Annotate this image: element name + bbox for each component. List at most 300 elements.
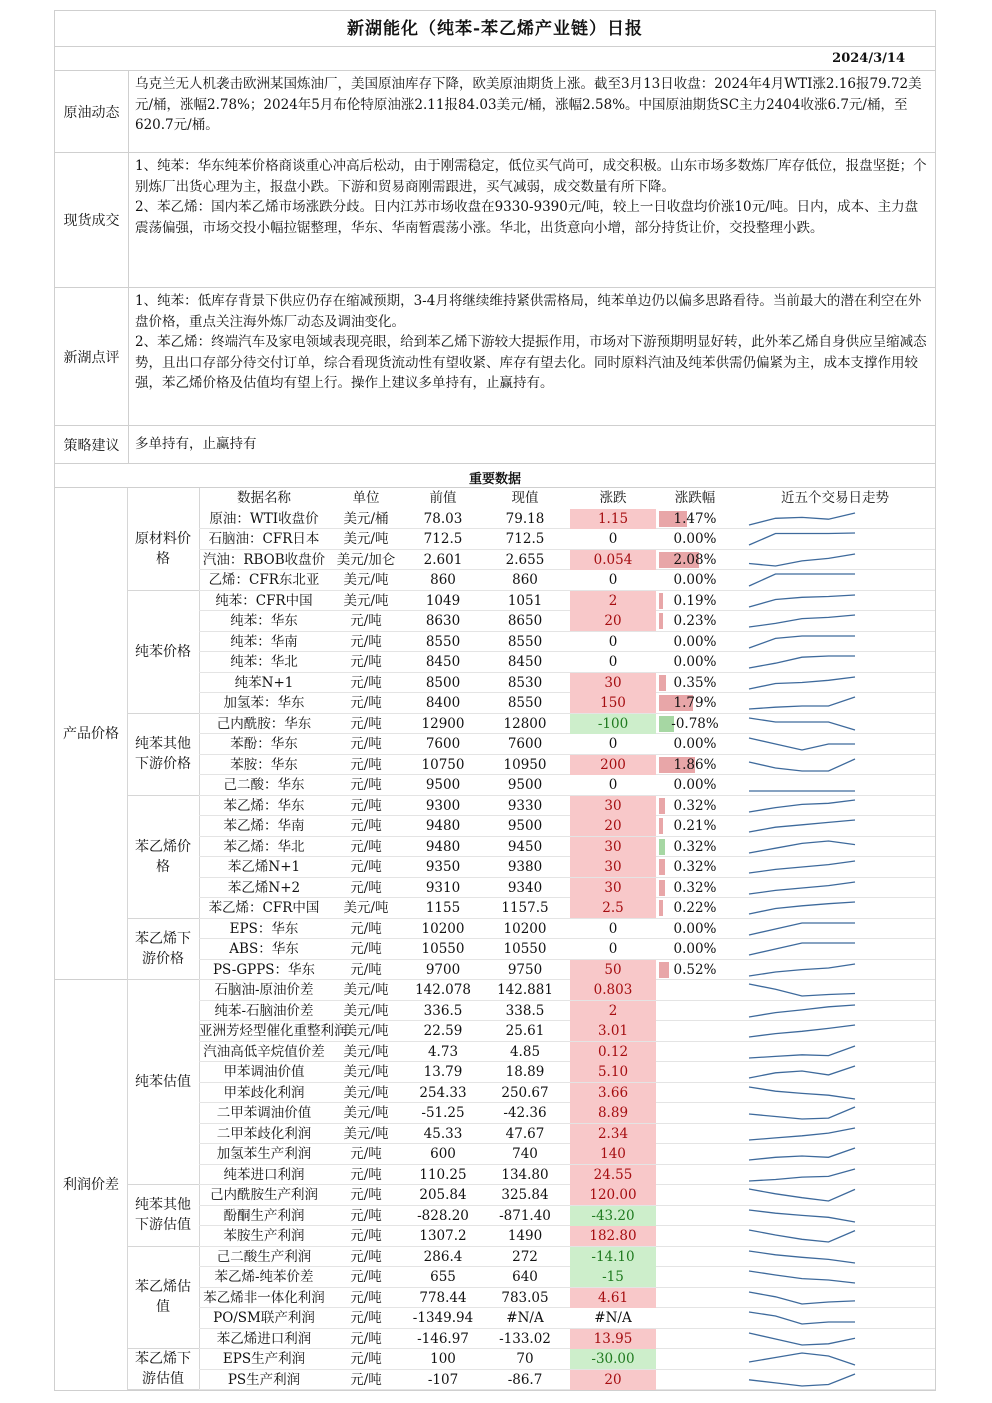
row-unit-cell: 美元/吨 xyxy=(343,1064,389,1080)
table-row xyxy=(199,878,935,899)
trend-sparkline xyxy=(747,859,857,875)
trend-sparkline xyxy=(747,1023,857,1039)
row-current-value: 70 xyxy=(516,1351,534,1367)
row-name-cell: 纯苯：华东 xyxy=(230,613,298,629)
sparkline-series xyxy=(749,677,855,689)
row-group-label: 苯乙烯下游估值 xyxy=(127,1349,199,1390)
sparkline-series xyxy=(749,1128,855,1140)
row-name-cell: 加氢苯：华东 xyxy=(223,695,305,711)
table-row xyxy=(199,837,935,858)
row-prev-value: 45.33 xyxy=(423,1125,463,1142)
row-prev-value: 2.601 xyxy=(423,551,463,568)
row-prev-value: 205.84 xyxy=(419,1187,467,1203)
row-change-value: 150 xyxy=(570,693,656,713)
row-change-value: 0 xyxy=(608,572,618,588)
row-current-value: 134.80 xyxy=(501,1166,549,1183)
row-unit-cell: 元/吨 xyxy=(350,777,382,793)
row-change-value: 2.34 xyxy=(570,1124,656,1144)
row-unit-cell: 元/吨 xyxy=(350,1330,382,1347)
row-current-value: 8550 xyxy=(507,633,543,650)
sparkline-series xyxy=(749,964,855,976)
data-table xyxy=(55,488,935,1390)
trend-sparkline xyxy=(747,880,857,896)
table-row xyxy=(199,1247,935,1268)
table-row xyxy=(199,1349,935,1370)
row-name-cell: 苯乙烯N+2 xyxy=(227,879,301,896)
sparkline-series xyxy=(749,533,855,545)
row-change-value: 4.61 xyxy=(570,1288,656,1308)
row-change-pct: 0.35% xyxy=(673,674,717,691)
sparkline-series xyxy=(749,1148,855,1160)
row-change-value: 0 xyxy=(608,633,618,650)
row-name-cell: 石脑油-原油价差 xyxy=(214,982,314,998)
table-row xyxy=(199,550,935,571)
row-prev-value: 9500 xyxy=(425,777,461,793)
row-name-cell: 苯乙烯：CFR中国 xyxy=(208,900,320,916)
row-current-value: -133.02 xyxy=(499,1330,551,1347)
trend-sparkline xyxy=(747,818,857,834)
row-unit-cell: 美元/吨 xyxy=(343,982,389,998)
row-change-pct: 0.21% xyxy=(673,818,717,834)
row-prev-value: 9350 xyxy=(425,859,461,875)
table-row xyxy=(199,632,935,653)
category-product-price: 产品价格 xyxy=(55,488,127,980)
table-row xyxy=(199,1329,935,1350)
row-prev-value: 110.25 xyxy=(419,1166,467,1183)
row-unit-cell: 元/吨 xyxy=(350,1269,382,1285)
sparkline-series xyxy=(749,1210,855,1222)
section-paragraph: 多单持有，止赢持有 xyxy=(135,436,257,453)
sparkline-series xyxy=(749,902,855,914)
section-paragraph: 1、纯苯：低库存背景下供应仍存在缩减预期，3-4月将继续维持紧供需格局，纯苯单边仍以偏多思路看待。当前最大的潜在利空在外盘价格，重点关注海外炼厂动态及调油变化。 xyxy=(135,293,922,330)
trend-sparkline xyxy=(747,798,857,814)
row-change-value: -100 xyxy=(570,714,656,734)
row-unit-cell: 美元/加仑 xyxy=(336,551,396,568)
row-change-value: 0 xyxy=(608,777,618,793)
trend-sparkline xyxy=(747,777,857,793)
row-change-pct: 0.00% xyxy=(673,654,717,670)
row-prev-value: 600 xyxy=(430,1146,456,1162)
table-row xyxy=(199,755,935,776)
row-name-cell: 汽油：RBOB收盘价 xyxy=(202,551,326,568)
trend-sparkline xyxy=(747,982,857,998)
row-change-value: 24.55 xyxy=(570,1165,656,1185)
spot-trade-section xyxy=(55,153,935,288)
sparkline-series xyxy=(749,574,855,586)
row-change-pct: -0.78% xyxy=(671,715,719,732)
row-change-value: -43.20 xyxy=(570,1206,656,1226)
trend-sparkline xyxy=(747,634,857,650)
row-name-cell: 石脑油：CFR日本 xyxy=(208,531,320,547)
row-unit-cell: 元/吨 xyxy=(350,1310,382,1326)
sparkline-series xyxy=(749,1292,855,1304)
sparkline-series xyxy=(749,800,855,812)
row-current-value: 250.67 xyxy=(501,1084,549,1101)
row-change-pct: 2.08% xyxy=(673,551,717,568)
row-current-value: 7600 xyxy=(507,736,543,752)
row-name-cell: 纯苯：CFR中国 xyxy=(215,592,313,609)
row-change-value: 20 xyxy=(570,1370,656,1390)
row-current-value: 860 xyxy=(512,572,538,588)
row-current-value: 10200 xyxy=(503,920,547,937)
row-change-value: 0 xyxy=(608,920,618,937)
trend-sparkline xyxy=(747,1085,857,1101)
table-row xyxy=(199,1267,935,1288)
row-prev-value: 7600 xyxy=(425,736,461,752)
row-change-value: -30.00 xyxy=(570,1349,656,1369)
trend-sparkline xyxy=(747,675,857,691)
row-unit-cell: 元/吨 xyxy=(350,1207,382,1224)
row-name-cell: 己内酰胺：华东 xyxy=(216,715,312,732)
section-label: 新湖点评 xyxy=(55,288,129,425)
row-current-value: 9450 xyxy=(507,838,543,855)
sparkline-series xyxy=(749,882,855,894)
row-prev-value: 4.73 xyxy=(427,1043,459,1060)
table-row xyxy=(199,1021,935,1042)
row-name-cell: 苯胺：华东 xyxy=(230,756,298,773)
row-name-cell: 乙烯：CFR东北亚 xyxy=(208,572,320,588)
row-change-value: 3.66 xyxy=(570,1083,656,1103)
row-prev-value: 655 xyxy=(430,1269,456,1285)
row-prev-value: 9310 xyxy=(425,879,461,896)
sparkline-series xyxy=(749,943,855,955)
sparkline-series xyxy=(749,636,855,648)
sparkline-series xyxy=(749,820,855,832)
row-name-cell: 纯苯进口利润 xyxy=(223,1166,305,1183)
row-change-pct: 1.47% xyxy=(673,510,717,527)
table-row xyxy=(199,1083,935,1104)
sparkline-series xyxy=(749,1333,855,1345)
trend-sparkline xyxy=(747,613,857,629)
row-change-value: 20 xyxy=(570,816,656,836)
row-prev-value: -146.97 xyxy=(417,1330,469,1347)
row-change-value: 30 xyxy=(570,878,656,898)
table-row xyxy=(199,673,935,694)
data-table-header: 重要数据 xyxy=(55,464,935,488)
row-current-value: 79.18 xyxy=(505,510,545,527)
table-row xyxy=(199,1185,935,1206)
sparkline-series xyxy=(749,595,855,607)
row-group-label: 苯乙烯价格 xyxy=(127,796,199,919)
sparkline-series xyxy=(749,1312,855,1324)
row-name-cell: EPS：华东 xyxy=(229,920,299,937)
row-prev-value: 712.5 xyxy=(423,531,463,547)
row-name-cell: 酚酮生产利润 xyxy=(223,1207,305,1224)
row-current-value: -86.7 xyxy=(507,1371,543,1388)
row-unit-cell: 元/吨 xyxy=(350,633,382,650)
row-current-value: 325.84 xyxy=(501,1187,549,1203)
table-row xyxy=(199,1308,935,1329)
row-change-pct: 0.32% xyxy=(673,838,717,855)
table-row xyxy=(199,1144,935,1165)
trend-sparkline xyxy=(747,757,857,773)
row-change-value: 120.00 xyxy=(570,1185,656,1205)
row-unit-cell: 元/吨 xyxy=(350,1371,382,1388)
row-prev-value: 1049 xyxy=(425,592,461,609)
row-change-value: #N/A xyxy=(594,1310,632,1326)
row-name-cell: 苯胺生产利润 xyxy=(223,1228,305,1244)
sparkline-series xyxy=(749,697,855,709)
trend-sparkline xyxy=(747,1331,857,1347)
row-unit-cell: 元/吨 xyxy=(350,1228,382,1244)
row-prev-value: 22.59 xyxy=(423,1023,463,1039)
row-unit-cell: 美元/吨 xyxy=(343,1084,389,1101)
row-change-value: 50 xyxy=(570,960,656,980)
row-unit-cell: 元/吨 xyxy=(350,838,382,855)
row-unit-cell: 美元/吨 xyxy=(343,900,389,916)
row-name-cell: 苯酚：华东 xyxy=(230,736,298,752)
trend-sparkline xyxy=(747,1126,857,1142)
row-name-cell: PO/SM联产利润 xyxy=(213,1310,315,1326)
report-date: 2024/3/14 xyxy=(55,47,935,71)
row-change-value: 1.15 xyxy=(570,509,656,529)
row-change-pct: 1.79% xyxy=(673,695,717,711)
row-current-value: 1157.5 xyxy=(501,900,549,916)
row-current-value: 18.89 xyxy=(505,1064,545,1080)
column-header: 单位 xyxy=(352,490,380,506)
trend-sparkline xyxy=(747,962,857,978)
trend-sparkline xyxy=(747,1187,857,1203)
table-row xyxy=(199,1124,935,1145)
sparkline-series xyxy=(749,1066,855,1078)
row-name-cell: 原油：WTI收盘价 xyxy=(209,510,319,527)
row-unit-cell: 元/吨 xyxy=(350,613,382,629)
row-prev-value: 8450 xyxy=(425,654,461,670)
section-body xyxy=(129,288,935,425)
row-current-value: 9750 xyxy=(507,961,543,978)
trend-sparkline xyxy=(747,572,857,588)
row-name-cell: PS-GPPS：华东 xyxy=(212,961,316,978)
sparkline-series xyxy=(749,841,855,853)
row-group-label: 纯苯其他下游价格 xyxy=(127,714,199,796)
row-change-pct: 0.32% xyxy=(673,859,717,875)
report-title: 新湖能化（纯苯-苯乙烯产业链）日报 xyxy=(55,11,935,47)
trend-sparkline xyxy=(747,1003,857,1019)
row-current-value: 9330 xyxy=(507,797,543,814)
trend-sparkline xyxy=(747,654,857,670)
trend-sparkline xyxy=(747,736,857,752)
row-unit-cell: 元/吨 xyxy=(350,736,382,752)
row-current-value: 8550 xyxy=(507,695,543,711)
row-name-cell: 苯乙烯：华东 xyxy=(223,797,305,814)
row-name-cell: 苯乙烯-纯苯价差 xyxy=(214,1269,314,1285)
table-row xyxy=(199,1042,935,1063)
row-name-cell: 己二酸生产利润 xyxy=(216,1248,312,1265)
row-prev-value: 1155 xyxy=(425,900,461,916)
row-name-cell: 加氢苯生产利润 xyxy=(216,1146,312,1162)
row-change-pct: 0.32% xyxy=(673,879,717,896)
row-prev-value: 9480 xyxy=(425,818,461,834)
trend-sparkline xyxy=(747,1249,857,1265)
trend-sparkline xyxy=(747,839,857,855)
row-name-cell: 甲苯调油价值 xyxy=(223,1064,305,1080)
row-unit-cell: 美元/吨 xyxy=(343,531,389,547)
section-paragraph: 2、苯乙烯：终端汽车及家电领域表现亮眼，给到苯乙烯下游较大提振作用，市场对下游预期明显好转，此外苯乙烯自身供应呈缩减态势，且出口存部分待交付订单，综合看现货流动性有望收紧、库存有望去化。同时原料汽油及纯苯供需仍偏紧为主，成本支撑作用较强，苯乙烯价格及估值均有望上行。操作上建议多单持有，止赢持有。 xyxy=(135,334,927,391)
table-row xyxy=(199,1165,935,1186)
row-name-cell: 甲苯歧化利润 xyxy=(223,1084,305,1101)
row-current-value: 12800 xyxy=(503,715,547,732)
row-change-value: 3.01 xyxy=(570,1021,656,1041)
row-current-value: 142.881 xyxy=(497,982,553,998)
table-row xyxy=(199,714,935,735)
row-name-cell: EPS生产利润 xyxy=(222,1351,306,1367)
row-unit-cell: 元/吨 xyxy=(350,1166,382,1183)
row-unit-cell: 元/吨 xyxy=(350,654,382,670)
trend-sparkline xyxy=(747,716,857,732)
row-unit-cell: 美元/吨 xyxy=(343,572,389,588)
row-name-cell: 二甲苯调油价值 xyxy=(216,1105,312,1121)
row-prev-value: 9480 xyxy=(425,838,461,855)
row-unit-cell: 美元/吨 xyxy=(343,1043,389,1060)
row-prev-value: 12900 xyxy=(421,715,465,732)
row-change-value: 0 xyxy=(608,941,618,957)
row-unit-cell: 元/吨 xyxy=(350,859,382,875)
row-current-value: 338.5 xyxy=(505,1002,545,1019)
trend-sparkline xyxy=(747,1372,857,1388)
table-row xyxy=(199,570,935,591)
row-unit-cell: 元/吨 xyxy=(350,715,382,732)
table-row xyxy=(199,960,935,981)
row-change-value: 20 xyxy=(570,611,656,631)
sparkline-series xyxy=(749,1107,855,1119)
trend-sparkline xyxy=(747,941,857,957)
table-row xyxy=(199,1103,935,1124)
table-row xyxy=(199,796,935,817)
row-change-value: 30 xyxy=(570,857,656,877)
trend-sparkline xyxy=(747,1208,857,1224)
row-unit-cell: 元/吨 xyxy=(350,1187,382,1203)
column-header: 前值 xyxy=(429,490,457,506)
trend-sparkline xyxy=(747,1105,857,1121)
sparkline-series xyxy=(749,923,855,935)
section-paragraph: 乌克兰无人机袭击欧洲某国炼油厂，美国原油库存下降，欧美原油期货上涨。截至3月13日收盘：2024年4月WTI涨2.16报79.72美元/桶，涨幅2.78%；2024年5月布伦特原油涨2.11报84.03美元/桶，涨幅2.58%。中国原油期货SC主力2404收涨6.7元/桶，至620.7元/桶。 xyxy=(135,76,922,133)
row-unit-cell: 元/吨 xyxy=(350,756,382,773)
column-header: 涨跌 xyxy=(599,490,627,506)
column-header: 现值 xyxy=(511,490,539,506)
section-body xyxy=(129,71,935,152)
table-row xyxy=(199,1370,935,1391)
row-change-pct: 0.00% xyxy=(673,531,717,547)
row-group-label: 纯苯其他下游估值 xyxy=(127,1185,199,1247)
row-prev-value: 13.79 xyxy=(423,1064,463,1080)
row-current-value: 9340 xyxy=(507,879,543,896)
row-group-label: 纯苯估值 xyxy=(127,980,199,1185)
row-prev-value: -107 xyxy=(427,1371,459,1388)
row-prev-value: 254.33 xyxy=(419,1084,467,1101)
row-change-value: 30 xyxy=(570,837,656,857)
table-row xyxy=(199,898,935,919)
section-body xyxy=(129,426,935,463)
row-change-value: 0.12 xyxy=(570,1042,656,1062)
row-change-pct: 1.86% xyxy=(673,756,717,773)
sparkline-series xyxy=(749,984,855,996)
row-change-value: 0.803 xyxy=(570,980,656,1000)
sparkline-series xyxy=(749,861,855,873)
row-unit-cell: 元/吨 xyxy=(350,1248,382,1265)
row-unit-cell: 元/吨 xyxy=(350,1351,382,1367)
row-unit-cell: 美元/吨 xyxy=(343,1105,389,1121)
column-header: 数据名称 xyxy=(237,490,291,506)
row-name-cell: 己内酰胺生产利润 xyxy=(210,1187,318,1203)
row-prev-value: 860 xyxy=(430,572,456,588)
row-unit-cell: 美元/吨 xyxy=(343,1023,389,1039)
row-current-value: 47.67 xyxy=(505,1125,545,1142)
row-prev-value: 9300 xyxy=(425,797,461,814)
row-name-cell: 己二酸：华东 xyxy=(223,777,305,793)
row-change-pct: 0.00% xyxy=(673,633,717,650)
row-current-value: 25.61 xyxy=(505,1023,545,1039)
row-prev-value: 10550 xyxy=(421,941,465,957)
sparkline-series xyxy=(749,615,855,627)
table-row xyxy=(199,652,935,673)
row-current-value: 640 xyxy=(512,1269,538,1285)
row-prev-value: 142.078 xyxy=(415,982,471,998)
row-name-cell: 苯乙烯：华南 xyxy=(223,818,305,834)
row-name-cell: PS生产利润 xyxy=(227,1371,301,1388)
row-unit-cell: 美元/吨 xyxy=(343,1002,389,1019)
trend-sparkline xyxy=(747,511,857,527)
sparkline-series xyxy=(749,656,855,668)
row-prev-value: -51.25 xyxy=(421,1105,465,1121)
row-current-value: 10550 xyxy=(503,941,547,957)
row-name-cell: 纯苯：华南 xyxy=(230,633,298,650)
row-change-value: 200 xyxy=(570,755,656,775)
row-group-label: 纯苯价格 xyxy=(127,591,199,714)
row-change-value: -15 xyxy=(570,1267,656,1287)
table-row xyxy=(199,1206,935,1227)
row-unit-cell: 元/吨 xyxy=(350,797,382,814)
row-name-cell: 苯乙烯：华北 xyxy=(223,838,305,855)
row-prev-value: 8630 xyxy=(425,613,461,629)
table-row xyxy=(199,1062,935,1083)
row-name-cell: 汽油高低辛烷值价差 xyxy=(203,1043,325,1060)
row-change-pct: 0.00% xyxy=(673,572,717,588)
row-change-value: 2.5 xyxy=(570,898,656,918)
trend-sparkline xyxy=(747,921,857,937)
xinhu-comment-section xyxy=(55,288,935,426)
table-row xyxy=(199,611,935,632)
table-row xyxy=(199,816,935,837)
row-change-pct: 0.00% xyxy=(673,920,717,937)
row-prev-value: 9700 xyxy=(425,961,461,978)
table-row xyxy=(199,734,935,755)
row-prev-value: -1349.94 xyxy=(412,1310,474,1326)
sparkline-series xyxy=(749,1251,855,1263)
row-unit-cell: 元/吨 xyxy=(350,1146,382,1162)
row-unit-cell: 元/吨 xyxy=(350,941,382,957)
row-current-value: -42.36 xyxy=(503,1105,547,1121)
row-change-value: 13.95 xyxy=(570,1329,656,1349)
row-name-cell: 苯乙烯进口利润 xyxy=(216,1330,312,1347)
row-current-value: 740 xyxy=(512,1146,538,1162)
row-current-value: 8530 xyxy=(507,674,543,691)
row-prev-value: 1307.2 xyxy=(419,1228,467,1244)
section-label: 现货成交 xyxy=(55,153,129,287)
sparkline-series xyxy=(749,759,855,771)
table-row xyxy=(199,1288,935,1309)
row-change-value: 8.89 xyxy=(570,1103,656,1123)
row-current-value: 272 xyxy=(512,1248,538,1265)
table-row xyxy=(199,591,935,612)
row-change-pct: 0.00% xyxy=(673,777,717,793)
row-change-value: 2 xyxy=(570,591,656,611)
row-change-pct: 0.19% xyxy=(673,592,717,609)
sparkline-series xyxy=(749,554,855,566)
section-paragraph: 2、苯乙烯：国内苯乙烯市场涨跌分歧。日内江苏市场收盘在9330-9390元/吨，较上一日收盘均价涨10元/吨。日内，成本、主力盘震荡偏强，市场交投小幅拉锯整理，华东、华南暂震荡小涨。华北，出货意向小增，部分持货让价，交投整理小跌。 xyxy=(135,199,919,236)
row-name-cell: 纯苯-石脑油价差 xyxy=(214,1002,314,1019)
row-prev-value: 10750 xyxy=(421,756,465,773)
row-change-pct: 0.52% xyxy=(673,961,717,978)
